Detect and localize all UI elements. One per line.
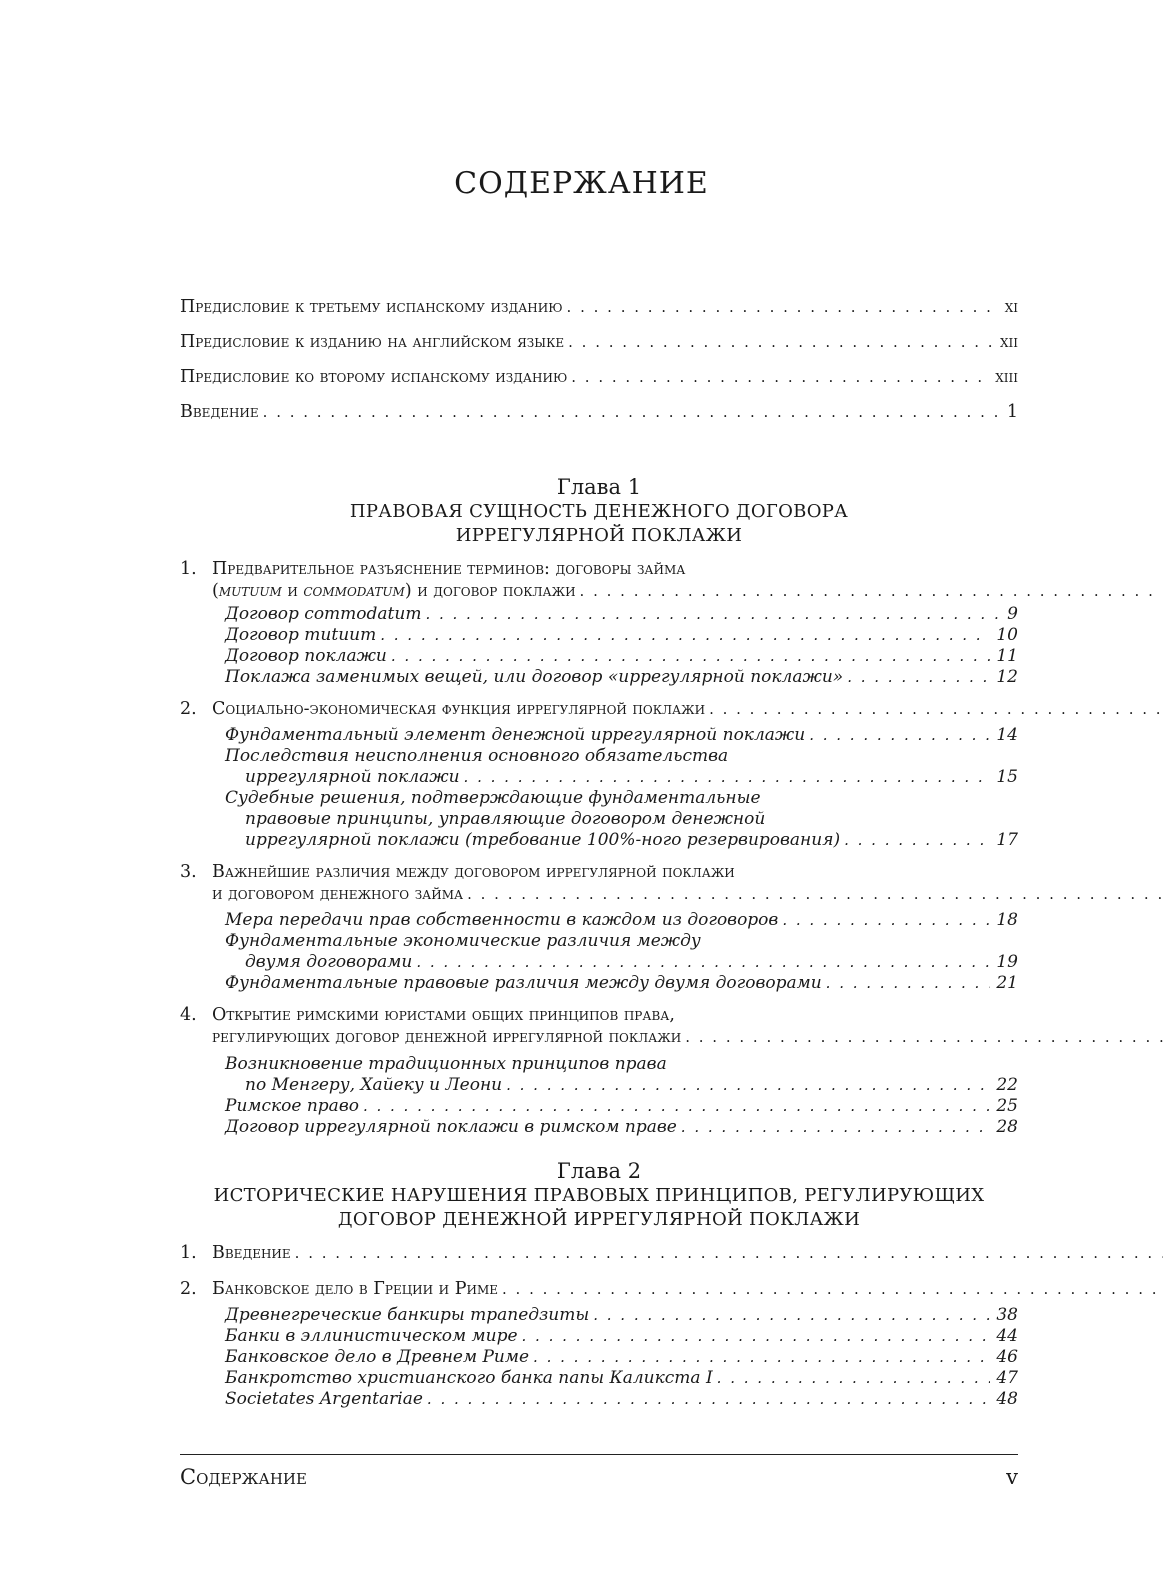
- section-number: 2.: [180, 1279, 197, 1299]
- leader-dots: [567, 296, 999, 318]
- toc-entry-title: Договор иррегулярной поклажи в римском праве: [225, 1117, 677, 1137]
- running-footer-title: Содержание: [180, 1465, 307, 1489]
- leader-dots: [571, 366, 989, 388]
- section-2: [180, 1278, 1018, 1410]
- leader-dots: [295, 1242, 1163, 1264]
- toc-entry[interactable]: [212, 580, 1163, 602]
- toc-entry-page: xi: [1004, 297, 1018, 317]
- toc-entry-page: 15: [996, 767, 1018, 787]
- section-title-line: Социально-экономическая функция иррегулярной поклажи: [212, 699, 706, 719]
- section-number: 3.: [180, 862, 197, 882]
- leader-dots: [506, 1075, 990, 1096]
- toc-entry[interactable]: [212, 1242, 1163, 1264]
- toc-subentry[interactable]: [225, 1054, 1018, 1096]
- toc-entry-page: 22: [996, 1075, 1018, 1095]
- front-matter-list: [180, 296, 1018, 436]
- chapter-1: [180, 474, 1018, 1138]
- leader-dots: [502, 1278, 1163, 1300]
- page-number: v: [1006, 1465, 1018, 1489]
- toc-subentry[interactable]: [225, 646, 1018, 667]
- toc-entry-title: Древнегреческие банкиры трапедзиты: [225, 1305, 590, 1325]
- toc-entry-title: Договор mutuum: [225, 625, 377, 645]
- page-title: СОДЕРЖАНИЕ: [454, 166, 709, 201]
- leader-dots: [425, 604, 1001, 625]
- chapter-title-line: ИРРЕГУЛЯРНОЙ ПОКЛАЖИ: [455, 525, 743, 546]
- toc-entry-page: 47: [996, 1368, 1018, 1388]
- leader-dots: [427, 1389, 990, 1410]
- section-title-line: Введение: [212, 1243, 291, 1263]
- toc-subentry[interactable]: [225, 973, 1018, 994]
- section-title-line: и договором денежного займа: [212, 884, 464, 904]
- leader-dots: [416, 952, 990, 973]
- toc-entry-page: 18: [996, 910, 1018, 930]
- toc-entry-title: Судебные решения, подтверждающие фундаментальные: [225, 788, 761, 808]
- leader-dots: [685, 1026, 1163, 1048]
- toc-entry-page: 11: [996, 646, 1018, 666]
- leader-dots: [580, 580, 1163, 602]
- toc-entry-title: Поклажа заменимых вещей, или договор «иррегулярной поклажи»: [225, 667, 844, 687]
- chapter-heading: [180, 474, 1018, 548]
- leader-dots: [847, 667, 990, 688]
- leader-dots: [263, 401, 1001, 423]
- toc-entry[interactable]: [212, 1026, 1163, 1048]
- section-4: [180, 1004, 1018, 1138]
- chapter-2: [180, 1158, 1018, 1410]
- toc-subentry[interactable]: [225, 1389, 1018, 1410]
- toc-entry-title: Последствия неисполнения основного обязательства: [225, 746, 729, 766]
- toc-entry-title: Предисловие ко второму испанскому изданию: [180, 367, 568, 387]
- toc-entry-page: 14: [996, 725, 1018, 745]
- toc-entry-title: Введение: [180, 402, 259, 422]
- toc-entry-page: 19: [996, 952, 1018, 972]
- leader-dots: [681, 1117, 991, 1138]
- section-number: 1.: [180, 1243, 197, 1263]
- leader-dots: [380, 625, 990, 646]
- section-1: [180, 558, 1018, 688]
- section-title-line: [212, 580, 576, 602]
- leader-dots: [464, 767, 991, 788]
- leader-dots: [809, 725, 990, 746]
- section-title-line: Предварительное разъяснение терминов: договоры займа: [212, 559, 686, 579]
- toc-subentry[interactable]: [225, 746, 1018, 788]
- toc-entry-page: 1: [1006, 402, 1018, 422]
- toc-entry-page: 10: [996, 625, 1018, 645]
- conjunction: и: [281, 581, 304, 601]
- footer-rule: [180, 1454, 1018, 1455]
- toc-entry-title: Банки в эллинистическом мире: [225, 1326, 518, 1346]
- toc-entry-title: Фундаментальные правовые различия между двумя договорами: [225, 973, 822, 993]
- toc-entry-title: Банкротство христианского банка папы Каликста I: [225, 1368, 713, 1388]
- toc-entry-title: правовые принципы, управляющие договором денежной: [245, 809, 766, 829]
- toc-entry-page: 48: [996, 1389, 1018, 1409]
- toc-entry-page: 9: [1007, 604, 1018, 624]
- chapter-title-line: ПРАВОВАЯ СУЩНОСТЬ ДЕНЕЖНОГО ДОГОВОРА: [349, 501, 849, 522]
- toc-entry-title: Societates Argentariae: [225, 1389, 423, 1409]
- toc-entry[interactable]: [212, 883, 1163, 905]
- toc-entry-page: xiii: [995, 367, 1018, 387]
- section-title-line: регулирующих договор денежной иррегулярной поклажи: [212, 1027, 682, 1047]
- toc-entry[interactable]: [180, 296, 1018, 318]
- toc-subentry[interactable]: [225, 1368, 1018, 1389]
- section-title-line: Важнейшие различия между договором иррегулярной поклажи: [212, 862, 735, 882]
- toc-subentry[interactable]: [225, 1117, 1018, 1138]
- leader-dots: [363, 1096, 990, 1117]
- chapter-title-line: ДОГОВОР ДЕНЕЖНОЙ ИРРЕГУЛЯРНОЙ ПОКЛАЖИ: [337, 1209, 861, 1230]
- toc-subentry[interactable]: [225, 1096, 1018, 1117]
- section-1: [180, 1242, 1018, 1264]
- section-3: [180, 861, 1018, 994]
- section-title-line: Банковское дело в Греции и Риме: [212, 1279, 498, 1299]
- toc-entry-title: Возникновение традиционных принципов права: [225, 1054, 667, 1074]
- toc-subentry[interactable]: [225, 1326, 1018, 1347]
- toc-entry-title: Предисловие к изданию на английском языке: [180, 332, 565, 352]
- leader-dots: [522, 1326, 991, 1347]
- toc-entry-page: 44: [996, 1326, 1018, 1346]
- toc-entry[interactable]: [212, 1278, 1163, 1300]
- toc-entry-title: по Менгеру, Хайеку и Леони: [245, 1075, 503, 1095]
- toc-subentry[interactable]: [225, 604, 1018, 625]
- toc-entry[interactable]: [180, 401, 1018, 423]
- leader-dots: [467, 883, 1163, 905]
- toc-entry[interactable]: [212, 698, 1163, 720]
- section-number: 1.: [180, 559, 197, 579]
- toc-entry-title: Банковское дело в Древнем Риме: [225, 1347, 530, 1367]
- toc-entry-page: 38: [996, 1305, 1018, 1325]
- leader-dots: [533, 1347, 990, 1368]
- chapter-number: Глава 1: [556, 475, 642, 499]
- leader-dots: [568, 331, 994, 353]
- section-number: 2.: [180, 699, 197, 719]
- toc-entry-page: 46: [996, 1347, 1018, 1367]
- section-title-line: Открытие римскими юристами общих принципов права,: [212, 1005, 675, 1025]
- chapter-title-line: ИСТОРИЧЕСКИЕ НАРУШЕНИЯ ПРАВОВЫХ ПРИНЦИПОВ, РЕГУЛИРУЮЩИХ: [213, 1185, 985, 1206]
- toc-subentry[interactable]: [225, 725, 1018, 746]
- latin-term: mutuum: [218, 581, 282, 601]
- toc-entry-title: иррегулярной поклажи (требование 100%-ного резервирования): [245, 830, 841, 850]
- toc-subentry[interactable]: [225, 667, 1018, 688]
- section-number: 4.: [180, 1005, 197, 1025]
- toc-subentry[interactable]: [225, 910, 1018, 931]
- toc-entry-title: Предисловие к третьему испанскому изданию: [180, 297, 563, 317]
- leader-dots: [782, 910, 990, 931]
- chapter-number: Глава 2: [556, 1159, 642, 1183]
- toc-entry-title: Договор поклажи: [225, 646, 387, 666]
- toc-entry-page: xii: [999, 332, 1018, 352]
- leader-dots: [717, 1368, 991, 1389]
- toc-entry-page: 21: [996, 973, 1018, 993]
- toc-entry-title: Мера передачи прав собственности в каждом из договоров: [225, 910, 779, 930]
- toc-subentry[interactable]: [225, 1305, 1018, 1326]
- toc-entry-title: двумя договорами: [245, 952, 413, 972]
- toc-subentry[interactable]: [225, 625, 1018, 646]
- toc-entry-title: иррегулярной поклажи: [245, 767, 460, 787]
- leader-dots: [593, 1305, 990, 1326]
- toc-entry-title: Фундаментальные экономические различия между: [225, 931, 701, 951]
- toc-subentry[interactable]: [225, 931, 1018, 973]
- chapter-heading: [180, 1158, 1018, 1232]
- toc-entry-title: Фундаментальный элемент денежной иррегулярной поклажи: [225, 725, 806, 745]
- paren: (: [212, 581, 219, 601]
- toc-entry[interactable]: [180, 366, 1018, 388]
- toc-entry-page: 12: [996, 667, 1018, 687]
- toc-subentry[interactable]: [225, 788, 1018, 851]
- toc-entry-title: Римское право: [225, 1096, 359, 1116]
- leader-dots: [709, 698, 1163, 720]
- toc-entry-page: 28: [996, 1117, 1018, 1137]
- toc-entry-page: 17: [996, 830, 1018, 850]
- leader-dots: [844, 830, 990, 851]
- toc-subentry[interactable]: [225, 1347, 1018, 1368]
- section-2: [180, 698, 1018, 851]
- toc-entry-page: 25: [996, 1096, 1018, 1116]
- latin-term: commodatum: [303, 581, 405, 601]
- leader-dots: [826, 973, 991, 994]
- toc-entry-title: Договор commodatum: [225, 604, 422, 624]
- leader-dots: [391, 646, 990, 667]
- title-tail: ) и договор поклажи: [404, 581, 576, 601]
- toc-entry[interactable]: [180, 331, 1018, 353]
